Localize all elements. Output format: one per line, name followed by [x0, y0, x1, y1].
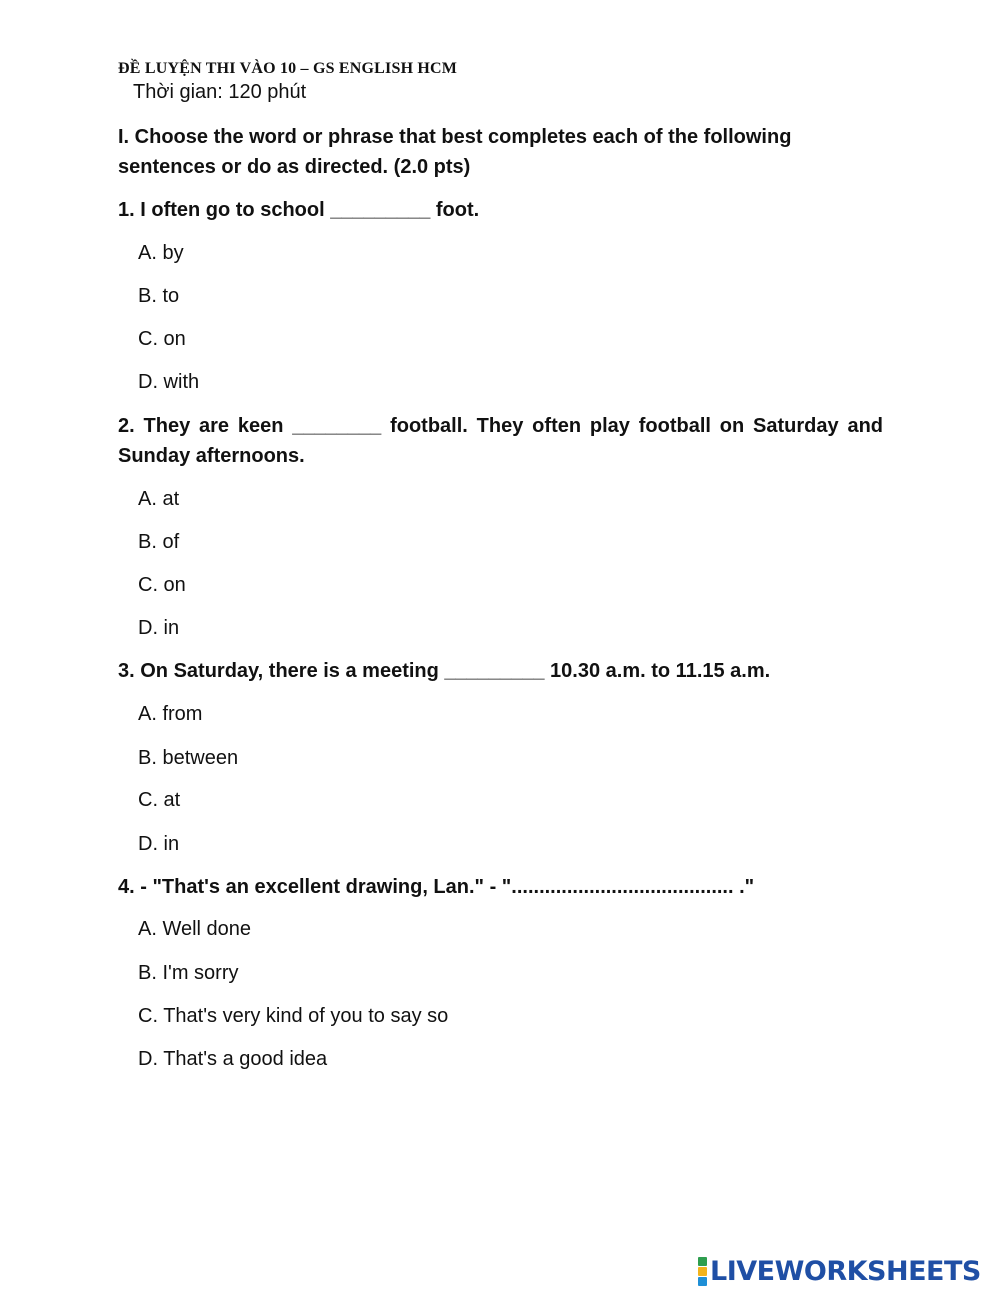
q4-option-a[interactable]: A. Well done: [138, 918, 252, 940]
logo-block-blue: [698, 1277, 707, 1286]
q3-option-d[interactable]: D. in: [138, 833, 180, 855]
q3-option-a[interactable]: A. from: [138, 703, 203, 725]
exam-title: ĐỀ LUYỆN THI VÀO 10 – GS ENGLISH HCM: [118, 60, 458, 77]
q1-option-a[interactable]: A. by: [138, 242, 184, 264]
q3-option-b[interactable]: B. between: [138, 747, 239, 769]
logo-block-green: [698, 1257, 707, 1266]
logo-text: LIVEWORKSHEETS: [710, 1255, 981, 1287]
section-instruction: I. Choose the word or phrase that best completes each of the following sentences or do as directed. (2.0 pts): [118, 126, 792, 178]
q4-option-d[interactable]: D. That's a good idea: [138, 1048, 328, 1070]
question-1: 1. I often go to school _________ foot.: [118, 199, 480, 221]
question-3: 3. On Saturday, there is a meeting _________ 10.30 a.m. to 11.15 a.m.: [118, 660, 771, 682]
q2-option-c[interactable]: C. on: [138, 574, 186, 596]
q1-option-b[interactable]: B. to: [138, 285, 180, 307]
q1-option-d[interactable]: D. with: [138, 371, 200, 393]
q2-option-a[interactable]: A. at: [138, 488, 180, 510]
q1-option-c[interactable]: C. on: [138, 328, 186, 350]
question-4: 4. - "That's an excellent drawing, Lan." - "........................................ .": [118, 876, 755, 898]
question-2: 2. They are keen ________ football. They often play football on Saturday and Sunday afternoons.: [118, 415, 883, 467]
q3-option-c[interactable]: C. at: [138, 789, 181, 811]
q2-option-d[interactable]: D. in: [138, 617, 180, 639]
q4-option-c[interactable]: C. That's very kind of you to say so: [138, 1005, 449, 1027]
logo-block-yellow: [698, 1267, 707, 1276]
q4-option-b[interactable]: B. I'm sorry: [138, 962, 239, 984]
liveworksheets-blocks-icon: [698, 1257, 707, 1286]
exam-time: Thời gian: 120 phút: [133, 81, 307, 103]
liveworksheets-logo[interactable]: [698, 1256, 981, 1286]
q2-option-b[interactable]: B. of: [138, 531, 180, 553]
